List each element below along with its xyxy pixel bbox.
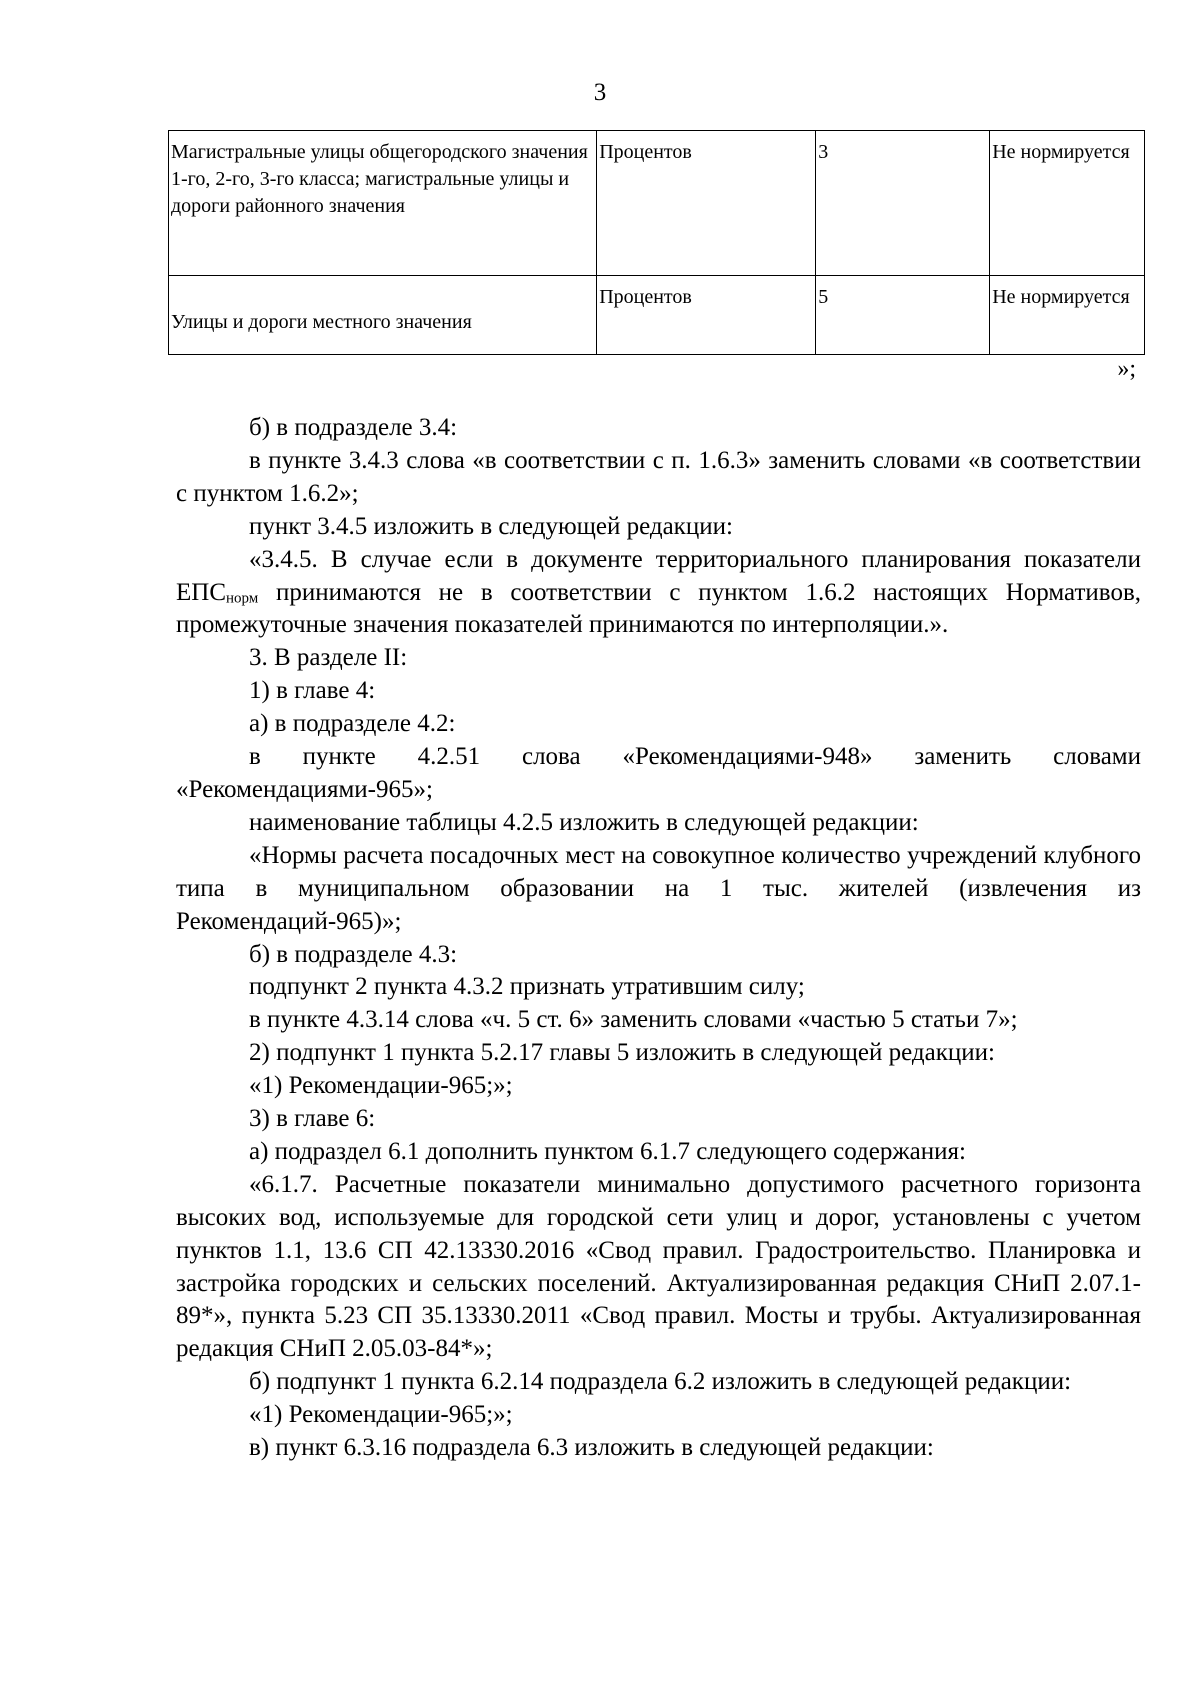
paragraph: пункт 3.4.5 изложить в следующей редакции:	[249, 512, 733, 540]
paragraph: 2) подпункт 1 пункта 5.2.17 главы 5 изложить в следующей редакции:	[249, 1039, 995, 1067]
table-cell-unit: Процентов	[597, 131, 816, 276]
paragraph: наименование таблицы 4.2.5 изложить в следующей редакции:	[249, 808, 919, 836]
table-cell-name: Улицы и дороги местного значения	[169, 276, 597, 355]
paragraph: в пункте 4.3.14 слова «ч. 5 ст. 6» заменить словами «частью 5 статьи 7»;	[249, 1006, 1018, 1034]
subscript-norm: норм	[226, 589, 259, 606]
paragraph: в пункте 3.4.3 слова «в соответствии с п. 1.6.3» заменить словами «в соответствии с пунктом 1.6.2»;	[176, 446, 1141, 507]
paragraph-eps	[176, 544, 1141, 643]
paragraph: а) в подразделе 4.2:	[249, 710, 456, 738]
table-row	[169, 276, 1145, 355]
paragraph: «1) Рекомендации-965;»;	[249, 1401, 513, 1429]
paragraph: «1) Рекомендации-965;»;	[249, 1072, 513, 1100]
paragraph: а) подраздел 6.1 дополнить пунктом 6.1.7 следующего содержания:	[249, 1137, 966, 1165]
page-number: 3	[593, 79, 607, 106]
norms-table	[168, 130, 1145, 355]
paragraph: 1) в главе 4:	[249, 677, 376, 705]
paragraph: в пункте 4.2.51 слова «Рекомендациями-948» заменить словами «Рекомендациями-965»;	[176, 743, 1141, 803]
table-cell-name: Магистральные улицы общегородского значения 1-го, 2-го, 3-го класса; магистральные улицы и дороги районного значения	[169, 131, 597, 276]
paragraph-part: «3.4.5. В случае если в документе территориального планирования показатели ЕПС	[176, 545, 1141, 606]
table-cell-unit: Процентов	[597, 276, 816, 355]
paragraph: б) в подразделе 3.4:	[249, 414, 458, 441]
document-body	[176, 412, 1141, 1465]
paragraph: 3. В разделе II:	[249, 644, 408, 672]
paragraph: б) в подразделе 4.3:	[249, 940, 458, 968]
table-cell-note: Не нормируется	[990, 131, 1145, 276]
paragraph: б) подпункт 1 пункта 6.2.14 подраздела 6.2 изложить в следующей редакции:	[249, 1368, 1072, 1396]
paragraph: в) пункт 6.3.16 подраздела 6.3 изложить в следующей редакции:	[249, 1434, 934, 1462]
table-row	[169, 131, 1145, 276]
table-cell-value: 5	[816, 276, 990, 355]
paragraph: «6.1.7. Расчетные показатели минимально допустимого расчетного горизонта высоких вод, используемые для городской сети улиц и дорог, установлены с учетом пунктов 1.1, 13.6 СП 42.13330.2016 «Свод правил. Градостроительство. Планировка и застройка городских и сельских поселений. Актуализированная редакция СНиП 2.07.1-89*», пункта 5.23 СП 35.13330.2011 «Свод правил. Мосты и трубы. Актуализированная редакция СНиП 2.05.03-84*»;	[176, 1170, 1141, 1363]
table-cell-note: Не нормируется	[990, 276, 1145, 355]
paragraph-part: принимаются не в соответствии с пунктом 1.6.2 настоящих Нормативов, промежуточные значения показателей принимаются по интерполяции.».	[176, 578, 1141, 639]
paragraph: 3) в главе 6:	[249, 1105, 376, 1133]
table-cell-value: 3	[816, 131, 990, 276]
paragraph: подпункт 2 пункта 4.3.2 признать утратившим силу;	[249, 973, 805, 1001]
paragraph: «Нормы расчета посадочных мест на совокупное количество учреждений клубного типа в муниципальном образовании на 1 тыс. жителей (извлечения из Рекомендаций-965)»;	[176, 841, 1141, 935]
table-closing-quote: »;	[1117, 356, 1136, 382]
